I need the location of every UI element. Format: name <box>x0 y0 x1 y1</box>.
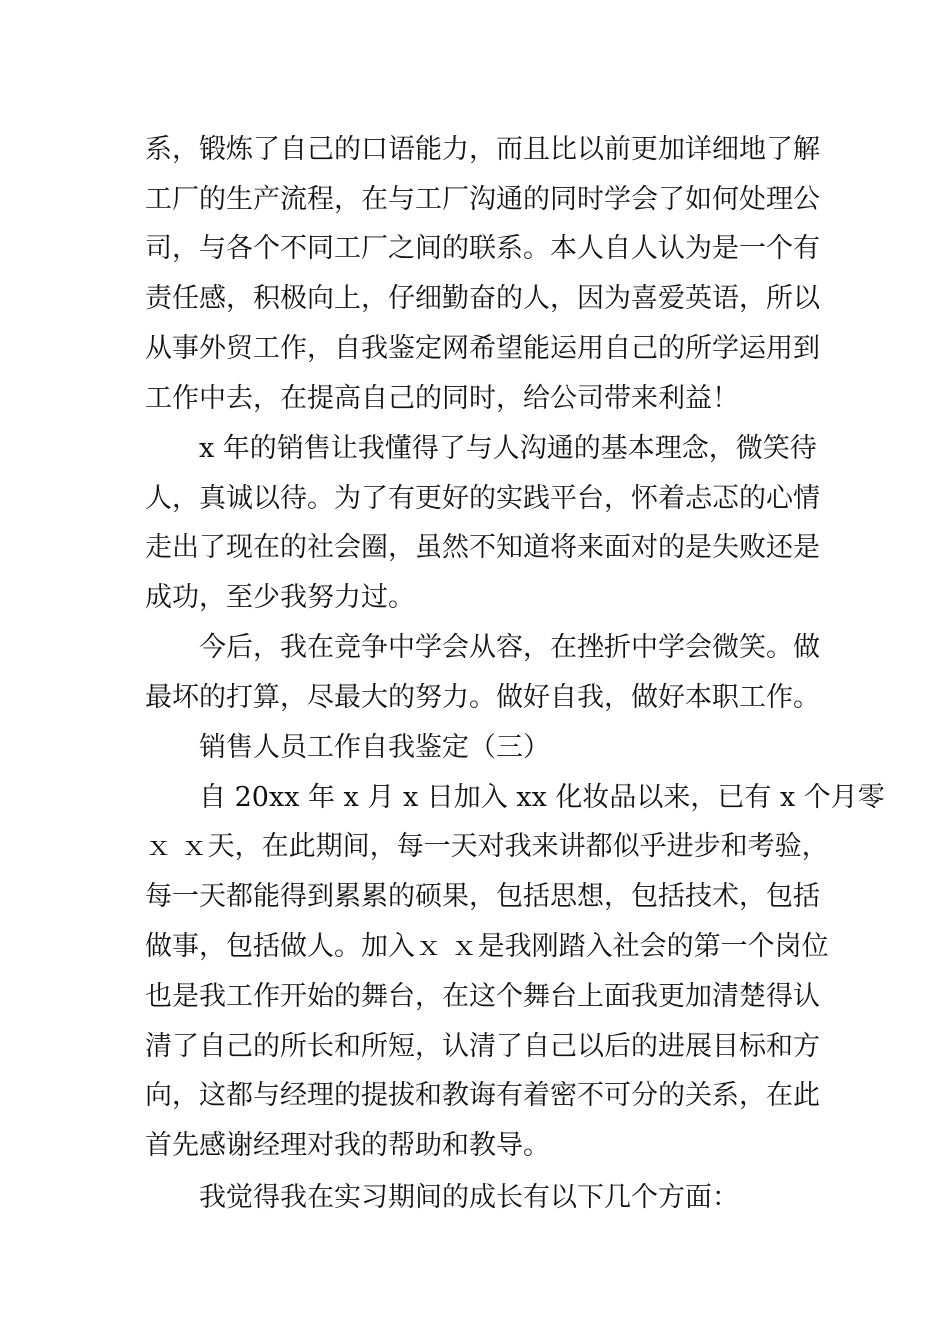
text-line: 每一天都能得到累累的硕果，包括思想，包括技术，包括 <box>145 881 820 912</box>
text-line: 工作中去，在提高自己的同时，给公司带来利益！ <box>145 383 739 414</box>
text-line: 做事，包括做人。加入ｘ ｘ是我刚踏入社会的第一个岗位 <box>145 931 829 962</box>
text-line: 也是我工作开始的舞台，在这个舞台上面我更加清楚得认 <box>145 981 820 1012</box>
text-line: 成功，至少我努力过。 <box>145 582 415 613</box>
text-line: ｘ ｘ天，在此期间，每一天对我来讲都似乎进步和考验， <box>145 831 829 862</box>
text-line: 责任感，积极向上，仔细勤奋的人，因为喜爱英语，所以 <box>145 283 820 314</box>
text-line: 清了自己的所长和所短，认清了自己以后的进展目标和方 <box>145 1031 820 1062</box>
text-line: 系，锻炼了自己的口语能力，而且比以前更加详细地了解 <box>145 134 820 165</box>
text-line: 今后，我在竞争中学会从容，在挫折中学会微笑。做 <box>199 632 820 663</box>
text-line: 首先感谢经理对我的帮助和教导。 <box>145 1130 550 1161</box>
text-line: 我觉得我在实习期间的成长有以下几个方面： <box>199 1182 739 1213</box>
section-heading: 销售人员工作自我鉴定（三） <box>199 732 550 763</box>
text-line: 自 20xx 年 x 月 x 日加入 xx 化妆品以来，已有 x 个月零 <box>199 782 885 813</box>
text-line: 从事外贸工作，自我鉴定网希望能运用自己的所学运用到 <box>145 333 820 364</box>
text-line: x 年的销售让我懂得了与人沟通的基本理念，微笑待 <box>199 433 817 464</box>
text-line: 人，真诚以待。为了有更好的实践平台，怀着忐忑的心情 <box>145 483 820 514</box>
text-line: 走出了现在的社会圈，虽然不知道将来面对的是失败还是 <box>145 532 820 563</box>
text-line: 向，这都与经理的提拔和教诲有着密不可分的关系，在此 <box>145 1080 820 1111</box>
text-line: 最坏的打算，尽最大的努力。做好自我，做好本职工作。 <box>145 682 820 713</box>
text-line: 司，与各个不同工厂之间的联系。本人自人认为是一个有 <box>145 233 820 264</box>
text-line: 工厂的生产流程，在与工厂沟通的同时学会了如何处理公 <box>145 184 820 215</box>
